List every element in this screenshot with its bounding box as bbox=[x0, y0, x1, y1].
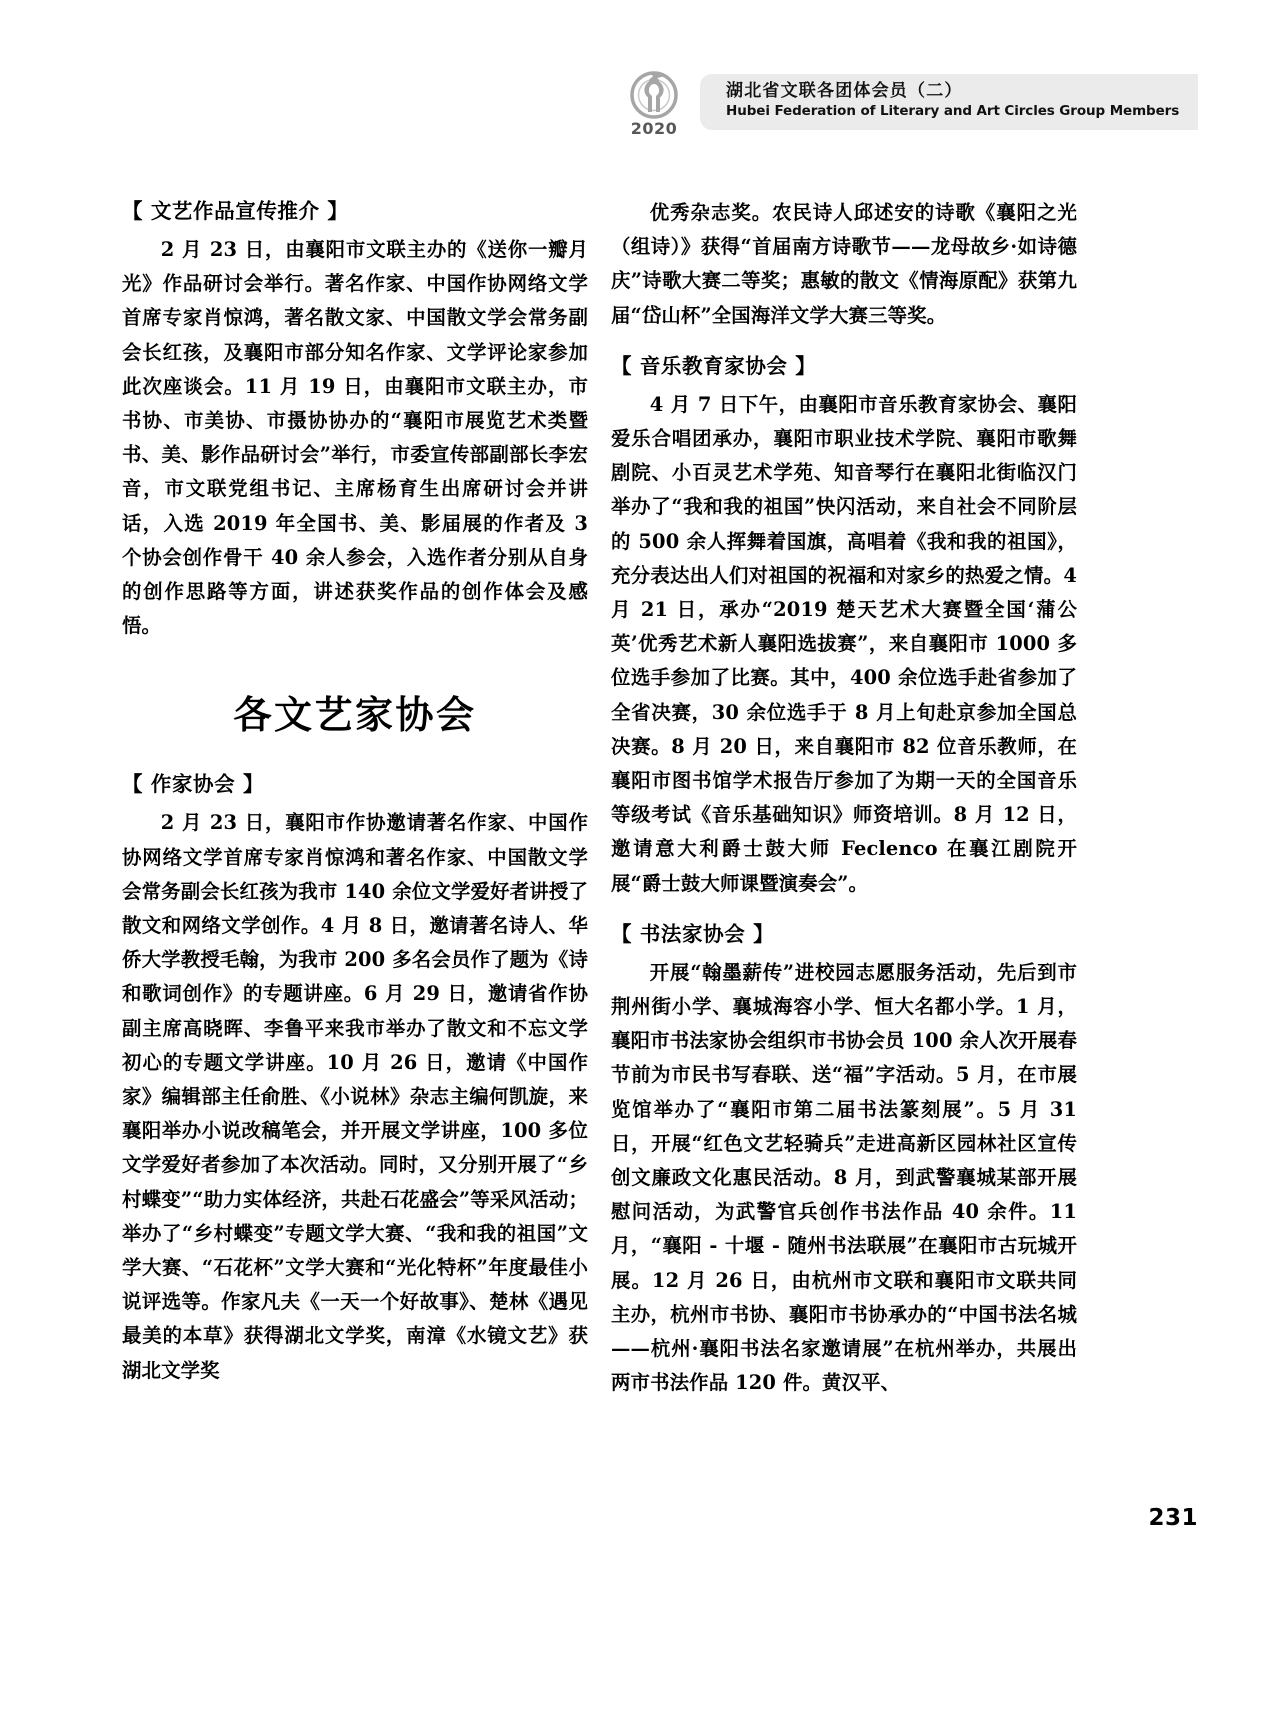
header-title-cn: 湖北省文联各团体会员（二） bbox=[726, 81, 963, 101]
hubei-federation-emblem-icon bbox=[629, 70, 679, 120]
section-heading-calligraphers-association: 【 书法家协会 】 bbox=[611, 921, 775, 946]
page-running-header bbox=[620, 70, 1198, 142]
right-column bbox=[611, 196, 1077, 1403]
page-number: 231 bbox=[1148, 1505, 1198, 1531]
header-logo-year: 2020 bbox=[630, 119, 678, 138]
header-title-en: Hubei Federation of Literary and Art Circles Group Members bbox=[726, 103, 1180, 119]
paragraph-calligraphers-association: 开展“翰墨薪传”进校园志愿服务活动，先后到市荆州街小学、襄城海容小学、恒大名都小学。1 月，襄阳市书法家协会组织市书协会员 100 余人次开展春节前为市民书写春联、送“福”字活动。5 月，在市展览馆举办了“襄阳市第二届书法篆刻展”。5 月 31 日，开展“红色文艺轻骑兵”走进高新区园林社区宣传创文廉政文化惠民活动。8 月，到武警襄城某部开展慰问活动，为武警官兵创作书法作品 40 余件。11 月，“襄阳 - 十堰 - 随州书法联展”在襄阳市古玩城开展。12 月 26 日，由杭州市文联和襄阳市文联共同主办，杭州市书协、襄阳市书协承办的“中国书法名城——杭州·襄阳书法名家邀请展”在杭州举办，共展出两市书法作品 120 件。黄汉平、 bbox=[611, 960, 1077, 1395]
page-body-columns bbox=[122, 196, 1154, 1476]
section-heading-writers-association: 【 作家协会 】 bbox=[122, 772, 265, 797]
header-title-band bbox=[700, 74, 1198, 130]
spacer bbox=[611, 903, 1077, 919]
paragraph-literary-promotion: 2 月 23 日，由襄阳市文联主办的《送你一瓣月光》作品研讨会举行。著名作家、中国作协网络文学首席专家肖惊鸿，著名散文家、中国散文学会常务副会长红孩，及襄阳市部分知名作家、文学评论家参加此次座谈会。11 月 19 日，由襄阳市文联主办，市书协、市美协、市摄协协办的“襄阳市展览艺术类暨书、美、影作品研讨会”举行，市委宣传部副部长李宏音，市文联党组书记、主席杨育生出席研讨会并讲话，入选 2019 年全国书、美、影届展的作者及 3 个协会创作骨干 40 余人参会，入选作者分别从自身的创作思路等方面，讲述获奖作品的创作体会及感悟。 bbox=[122, 238, 588, 638]
spacer bbox=[611, 335, 1077, 351]
section-heading-music-educators-association: 【 音乐教育家协会 】 bbox=[611, 353, 817, 378]
paragraph-writers-association: 2 月 23 日，襄阳市作协邀请著名作家、中国作协网络文学首席专家肖惊鸿和著名作家、中国散文学会常务副会长红孩为我市 140 余位文学爱好者讲授了散文和网络文学创作。4 月 8 日，邀请著名诗人、华侨大学教授毛翰，为我市 200 多名会员作了题为《诗和歌词创作》的专题讲座。6 月 29 日，邀请省作协副主席高晓晖、李鲁平来我市举办了散文和不忘文学初心的专题文学讲座。10 月 26 日，邀请《中国作家》编辑部主任俞胜、《小说林》杂志主编何凯旋，来襄阳举办小说改稿笔会，并开展文学讲座，100 多位文学爱好者参加了本次活动。同时，又分别开展了“乡村蝶变”“助力实体经济，共赴石花盛会”等采风活动；举办了“乡村蝶变”专题文学大赛、“我和我的祖国”文学大赛、“石花杯”文学大赛和“光化特杯”年度最佳小说评选等。作家凡夫《一天一个好故事》、楚林《遇见最美的本草》获得湖北文学奖，南漳《水镜文艺》获湖北文学奖 bbox=[122, 811, 588, 1382]
section-heading-literary-promotion: 【 文艺作品宣传推介 】 bbox=[122, 199, 349, 223]
paragraph-writers-association-continued: 优秀杂志奖。农民诗人邱述安的诗歌《襄阳之光（组诗）》获得“首届南方诗歌节——龙母故乡·如诗德庆”诗歌大赛二等奖；惠敏的散文《情海原配》获第九届“岱山杯”全国海洋文学大赛三等奖。 bbox=[611, 201, 1077, 327]
paragraph-music-educators-association: 4 月 7 日下午，由襄阳市音乐教育家协会、襄阳爱乐合唱团承办，襄阳市职业技术学院、襄阳市歌舞剧院、小百灵艺术学苑、知音琴行在襄阳北街临汉门举办了“我和我的祖国”快闪活动，来自社会不同阶层的 500 余人挥舞着国旗，高唱着《我和我的祖国》，充分表达出人们对祖国的祝福和对家乡的热爱之情。4 月 21 日，承办“2019 楚天艺术大赛暨全国‘蒲公英’优秀艺术新人襄阳选拔赛”，来自襄阳市 1000 多位选手参加了比赛。其中，400 余位选手赴省参加了全省决赛，30 余位选手于 8 月上旬赴京参加全国总决赛。8 月 20 日，来自襄阳市 82 位音乐教师，在襄阳市图书馆学术报告厅参加了为期一天的全国音乐等级考试《音乐基础知识》师资培训。8 月 12 日，邀请意大利爵士鼓大师 Feclenco 在襄江剧院开展“爵士鼓大师课暨演奏会”。 bbox=[611, 392, 1077, 895]
header-logo bbox=[620, 70, 688, 142]
left-column bbox=[122, 196, 588, 1390]
page-title-associations: 各文艺家协会 bbox=[233, 693, 477, 738]
